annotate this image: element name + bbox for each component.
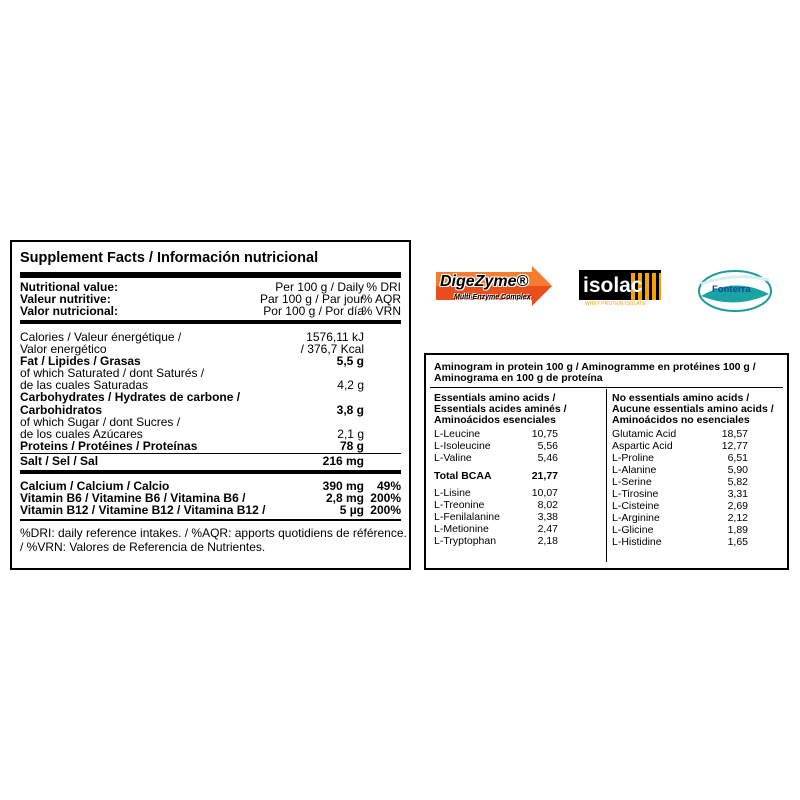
nonessentials-header-2: Aucune essentials amino acids / <box>612 403 774 415</box>
list-item: L-Isoleucine <box>434 440 491 452</box>
list-item: L-Fenilalanine <box>434 511 500 523</box>
divider-thick <box>20 272 401 278</box>
total-bcaa-label: Total BCAA <box>434 470 492 482</box>
sugars-label-1: of which Sugar / dont Sucres / <box>20 415 181 429</box>
list-item: L-Tryptophan <box>434 535 497 547</box>
saturated-label-1: of which Saturated / dont Saturés / <box>20 366 205 380</box>
aminogram-title-1: Aminogram in protein 100 g / Aminogramme en protéines 100 g / <box>434 361 756 373</box>
header-label-fr: Valeur nutritive: <box>20 292 111 306</box>
list-item: L-Cisteine <box>612 500 660 512</box>
digezyme-name: DigeZyme® <box>440 273 529 290</box>
header-per-es: Por 100 g / Por día <box>263 304 364 318</box>
list-item-value: 10,75 <box>531 428 558 440</box>
energy-kcal: / 376,7 Kcal <box>300 342 364 356</box>
divider-medium-2 <box>20 470 401 474</box>
energy-label-1: Calories / Valeur énergétique / <box>20 330 182 344</box>
divider-footnote <box>20 519 401 521</box>
b12-label: Vitamin B12 / Vitamine B12 / Vitamina B12 / <box>20 503 266 517</box>
total-bcaa-value: 21,77 <box>531 470 558 482</box>
carbs-label-1: Carbohydrates / Hydrates de carbone / <box>20 390 241 404</box>
nonessentials-header-1: No essentials amino acids / <box>612 392 750 404</box>
footnote-line-1: %DRI: daily reference intakes. / %AQR: apports quotidiens de référence. <box>20 526 407 540</box>
salt-value: 216 mg <box>322 454 364 468</box>
header-label-en: Nutritional value: <box>20 280 119 294</box>
isolac-logo <box>579 270 661 310</box>
sugars-value: 2,1 g <box>337 427 364 441</box>
essentials-header-3: Aminoácidos esenciales <box>434 414 556 426</box>
supplement-facts-panel <box>10 240 411 570</box>
aminogram-divider <box>430 387 783 388</box>
aminogram-column-divider <box>606 389 607 562</box>
list-item: L-Treonine <box>434 499 485 511</box>
list-item: L-Glicine <box>612 524 654 536</box>
list-item-value: 12,77 <box>721 440 748 452</box>
calcium-value: 390 mg <box>322 479 364 493</box>
carbs-value: 3,8 g <box>336 403 364 417</box>
list-item-value: 10,07 <box>531 487 558 499</box>
list-item-value: 1,65 <box>727 536 748 548</box>
list-item: L-Alanine <box>612 464 657 476</box>
b12-value: 5 µg <box>339 503 364 517</box>
footnote-line-2: / %VRN: Valores de Referencia de Nutrientes. <box>20 540 266 554</box>
list-item-value: 2,69 <box>727 500 748 512</box>
list-item-value: 5,56 <box>537 440 558 452</box>
fat-value: 5,5 g <box>336 354 364 368</box>
list-item: Glutamic Acid <box>612 428 677 440</box>
calcium-pct: 49% <box>376 479 401 493</box>
carbs-label-2: Carbohidratos <box>20 403 103 417</box>
list-item: Aspartic Acid <box>612 440 673 452</box>
proteins-label: Proteins / Protéines / Proteínas <box>20 439 198 453</box>
list-item: L-Arginine <box>612 512 660 524</box>
b12-pct: 200% <box>370 503 401 517</box>
salt-label: Salt / Sel / Sal <box>20 454 99 468</box>
supplement-title: Supplement Facts / Información nutricional <box>20 250 319 266</box>
list-item-value: 5,82 <box>727 476 748 488</box>
header-ref-dri: % DRI <box>366 280 401 294</box>
list-item-value: 5,90 <box>727 464 748 476</box>
saturated-label-2: de las cuales Saturadas <box>20 378 149 392</box>
b6-pct: 200% <box>370 491 401 505</box>
digezyme-sub: Multi-Enzyme Complex <box>454 294 531 301</box>
list-item: L-Tirosine <box>612 488 659 500</box>
list-item: L-Histidine <box>612 536 662 548</box>
list-item-value: 3,38 <box>537 511 558 523</box>
essentials-header-1: Essentials amino acids / <box>434 392 556 404</box>
b6-value: 2,8 mg <box>325 491 364 505</box>
proteins-value: 78 g <box>339 439 364 453</box>
list-item: L-Metionine <box>434 523 489 535</box>
list-item-value: 2,18 <box>537 535 558 547</box>
nonessentials-header-3: Aminoácidos no esenciales <box>612 414 750 426</box>
header-per-fr: Par 100 g / Par jour <box>259 292 364 306</box>
list-item-value: 2,47 <box>537 523 558 535</box>
list-item-value: 5,46 <box>537 452 558 464</box>
list-item: L-Serine <box>612 476 652 488</box>
energy-label-2: Valor energético <box>20 342 107 356</box>
header-per-en: Per 100 g / Daily <box>275 280 364 294</box>
header-ref-vrn: % VRN <box>361 304 401 318</box>
digezyme-logo <box>434 264 554 312</box>
saturated-value: 4,2 g <box>337 378 364 392</box>
fat-label: Fat / Lipides / Grasas <box>20 354 141 368</box>
header-label-es: Valor nutricional: <box>20 304 119 318</box>
fonterra-name: Fonterra <box>712 284 751 295</box>
aminogram-title-2: Aminograma en 100 g de proteína <box>434 372 603 384</box>
b6-label: Vitamin B6 / Vitamine B6 / Vitamina B6 / <box>20 491 246 505</box>
isolac-name: isolac <box>583 274 643 297</box>
list-item-value: 2,12 <box>727 512 748 524</box>
list-item-value: 6,51 <box>727 452 748 464</box>
list-item-value: 8,02 <box>537 499 558 511</box>
list-item: L-Valine <box>434 452 472 464</box>
fonterra-logo <box>697 270 773 312</box>
header-ref-aqr: % AQR <box>361 292 401 306</box>
list-item-value: 3,31 <box>727 488 748 500</box>
aminogram-panel <box>424 353 789 570</box>
calcium-label: Calcium / Calcium / Calcio <box>20 479 170 493</box>
energy-kj: 1576,11 kJ <box>306 330 364 344</box>
list-item-value: 18,57 <box>721 428 748 440</box>
list-item-value: 1,89 <box>727 524 748 536</box>
list-item: L-Lisine <box>434 487 471 499</box>
divider-medium <box>20 320 401 324</box>
sugars-label-2: de los cuales Azúcares <box>20 427 143 441</box>
list-item: L-Proline <box>612 452 655 464</box>
essentials-header-2: Essentials acides aminés / <box>434 403 567 415</box>
isolac-sub: WHEY PROTEIN ISOLATE <box>585 301 646 307</box>
list-item: L-Leucine <box>434 428 481 440</box>
